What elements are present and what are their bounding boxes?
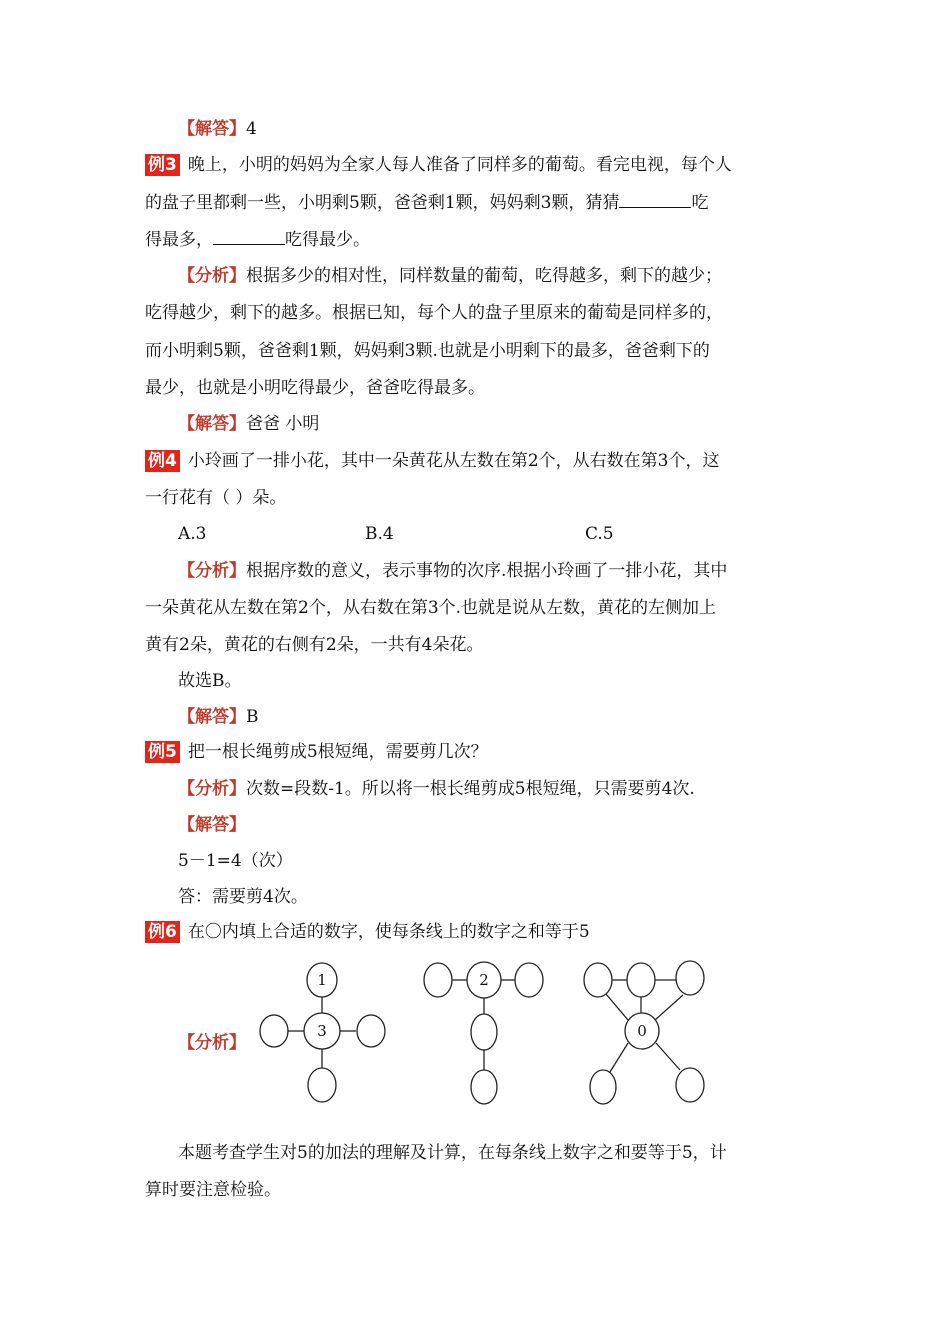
ex4-analysis-line-4: 故选B。 <box>178 671 242 691</box>
diagram-1-node-bottom <box>308 1068 336 1102</box>
answer-tag: 【解答】 <box>178 707 246 727</box>
diagram-3-node-top-right <box>676 961 704 995</box>
ex5-reply: 答：需要剪4次。 <box>178 887 308 907</box>
diagram-1-node-left <box>260 1015 288 1047</box>
answer-tag: 【解答】 <box>178 815 246 835</box>
ex5-a1: 次数=段数-1。所以将一根长绳剪成5根短绳，只需要剪4次. <box>246 779 695 799</box>
diagram-1-node-right <box>357 1015 385 1047</box>
diagram-2-node-left <box>424 963 452 997</box>
diagram-2-node-bottom <box>471 1070 497 1104</box>
ex3-q2a: 的盘子里都剩一些，小明剩5颗，爸爸剩1颗，妈妈剩3颗，猜猜 <box>145 193 620 213</box>
diagram-3-node-bottom-left <box>590 1070 616 1104</box>
answer-tag: 【解答】 <box>178 414 246 434</box>
ex3-answer: 爸爸 小明 <box>246 414 320 434</box>
analysis-tag: 【分析】 <box>178 266 246 286</box>
ex3-q3a: 得最多， <box>145 230 213 250</box>
ex6-q1: 在〇内填上合适的数字，使每条线上的数字之和等于5 <box>187 922 590 942</box>
diagram-2-node-right <box>515 963 543 997</box>
example-label-4: 例4 <box>145 450 180 472</box>
ex3-analysis-line-4: 最少，也就是小明吃得最少，爸爸吃得最多。 <box>145 378 485 398</box>
diagram-3-edge <box>610 1043 628 1072</box>
example-label-3: 例3 <box>145 154 180 176</box>
answer-tag: 【解答】 <box>178 119 246 139</box>
diagram-3-node-bottom-right <box>676 1068 704 1102</box>
ex3-analysis-line-2: 吃得越少，剩下的越多。根据已知，每个人的盘子里原来的葡萄是同样多的， <box>145 303 723 323</box>
answer-text: 4 <box>246 119 257 139</box>
ex5-q1: 把一根长绳剪成5根短绳，需要剪几次？ <box>187 742 488 762</box>
example-label-5: 例5 <box>145 741 180 763</box>
analysis-tag: 【分析】 <box>178 561 246 581</box>
ex4-a1: 根据序数的意义，表示事物的次序.根据小玲画了一排小花，其中 <box>246 561 728 581</box>
ex4-question-line-2: 一行花有（ ）朵。 <box>145 488 287 508</box>
diagram-3-center-number: 0 <box>637 1022 647 1040</box>
ex4-analysis-line-2: 一朵黄花从左数在第2个，从右数在第3个.也就是说从左数，黄花的左侧加上 <box>145 598 717 618</box>
ex4-option-c: C.5 <box>585 524 614 544</box>
ex6-comment-line-1: 本题考查学生对5的加法的理解及计算，在每条线上数字之和要等于5，计 <box>178 1143 727 1163</box>
diagram-3-edge <box>655 995 683 1020</box>
diagram-1-top-number: 1 <box>317 971 327 989</box>
ex3-q1: 晚上，小明的妈妈为全家人每人准备了同样多的葡萄。看完电视，每个人 <box>187 155 732 175</box>
ex5-calc: 5－1=4（次） <box>178 851 293 871</box>
ex4-analysis-line-3: 黄有2朵，黄花的右侧有2朵，一共有4朵花。 <box>145 635 484 655</box>
diagram-3-edge <box>606 994 628 1020</box>
ex3-a1: 根据多少的相对性，同样数量的葡萄，吃得越多，剩下的越少； <box>246 266 722 286</box>
ex4-option-a: A.3 <box>178 524 207 544</box>
ex6-comment-line-2: 算时要注意检验。 <box>145 1180 281 1200</box>
ex4-q1: 小玲画了一排小花，其中一朵黄花从左数在第2个，从右数在第3个，这 <box>187 451 720 471</box>
ex3-q3b: 吃得最少。 <box>285 230 370 250</box>
example-label-6: 例6 <box>145 921 180 943</box>
diagram-2-node-middle <box>471 1014 497 1050</box>
diagram-3-node-top-left <box>584 963 612 997</box>
ex4-answer: B <box>246 707 259 727</box>
ex3-analysis-line-3: 而小明剩5颗，爸爸剩1颗，妈妈剩3颗.也就是小明剩下的最多，爸爸剩下的 <box>145 341 710 361</box>
ex4-option-b: B.4 <box>365 524 394 544</box>
diagram-1-center-number: 3 <box>317 1022 327 1040</box>
diagram-3-edge <box>656 1043 680 1070</box>
analysis-tag: 【分析】 <box>178 779 246 799</box>
diagram-2-top-number: 2 <box>479 971 489 989</box>
diagram-3-node-top-middle <box>627 963 655 997</box>
analysis-tag: 【分析】 <box>178 1033 246 1053</box>
ex3-q2b: 吃 <box>691 193 709 213</box>
